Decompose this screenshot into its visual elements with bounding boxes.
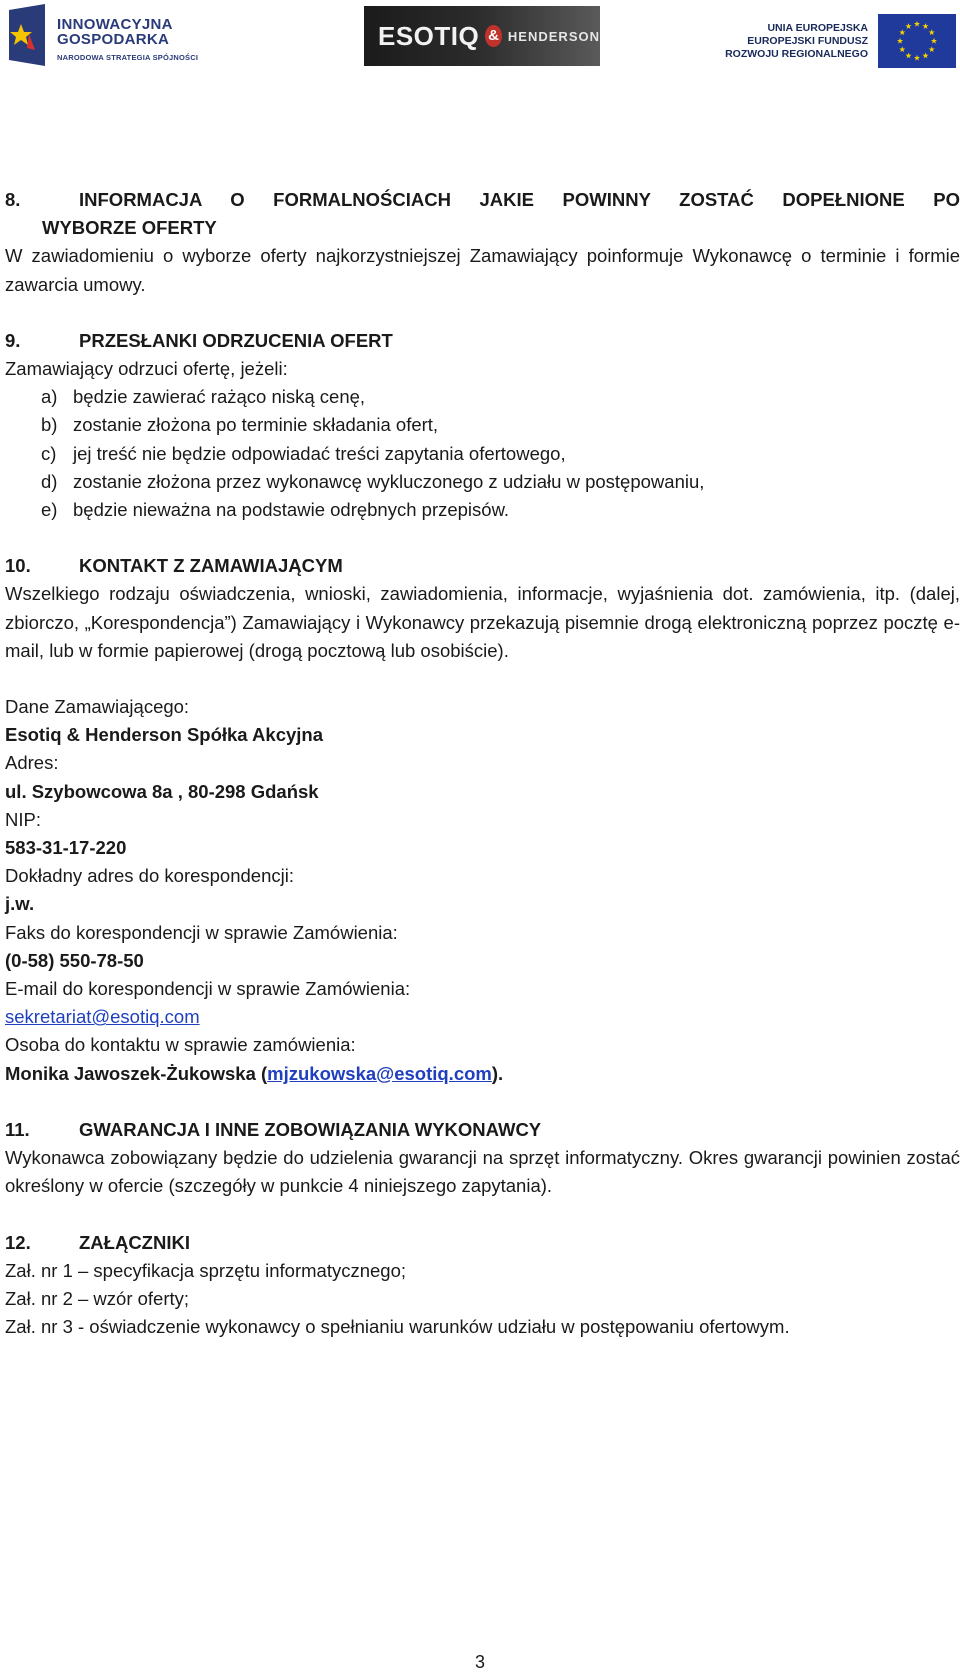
section-title: ZAŁĄCZNIKI <box>79 1231 190 1253</box>
email-label: E-mail do korespondencji w sprawie Zamówienia: <box>5 978 411 1000</box>
eu-line3: ROZWOJU REGIONALNEGO <box>725 48 868 60</box>
list-item <box>5 468 960 496</box>
section-title-continued: WYBORZE OFERTY <box>42 217 217 239</box>
section-11-text: Wykonawca zobowiązany będzie do udzielenia gwarancji na sprzęt informatyczny. Okres gwarancji powinien zostać określony w ofercie (szczegóły w punkcie 4 niniejszego zapytania). <box>5 1147 960 1197</box>
contact-email-link[interactable]: mjzukowska@esotiq.com <box>267 1062 492 1084</box>
section-9-intro: Zamawiający odrzuci ofertę, jeżeli: <box>5 358 288 380</box>
section-title: KONTAKT Z ZAMAWIAJĄCYM <box>79 555 343 577</box>
attachment-item: Zał. nr 2 – wzór oferty; <box>5 1287 190 1309</box>
list-marker: e) <box>41 499 58 521</box>
section-number: 10. <box>5 555 31 577</box>
contact-person-name: Monika Jawoszek-Żukowska ( <box>5 1062 268 1084</box>
list-marker: a) <box>41 386 58 408</box>
correspondence-address-label: Dokładny adres do korespondencji: <box>5 865 294 887</box>
list-item <box>5 383 960 411</box>
list-text: będzie zawierać rażąco niską cenę, <box>73 386 366 408</box>
esotiq-wordmark: ESOTIQ <box>378 20 480 51</box>
section-8-text: W zawiadomieniu o wyborze oferty najkorzystniejszej Zamawiający poinformuje Wykonawcę o terminie i formie zawarcia umowy. <box>5 245 960 295</box>
innowacyjna-gospodarka-logo <box>5 4 205 68</box>
list-item <box>5 440 960 468</box>
section-8-heading <box>5 186 960 214</box>
section-9-heading <box>5 327 960 355</box>
contact-person-label: Osoba do kontaktu w sprawie zamówienia: <box>5 1034 356 1056</box>
eu-flag-icon <box>878 14 956 68</box>
innowacyjna-gospodarka-text <box>57 17 173 47</box>
header-logo-bar <box>0 0 960 72</box>
section-title: PRZESŁANKI ODRZUCENIA OFERT <box>79 329 393 351</box>
eu-fund-text <box>725 22 868 61</box>
list-text: będzie nieważna na podstawie odrębnych przepisów. <box>73 499 510 521</box>
section-title: INFORMACJA O FORMALNOŚCIACH JAKIE POWINNY ZOSTAĆ DOPEŁNIONE PO <box>79 189 960 210</box>
email-link[interactable]: sekretariat@esotiq.com <box>5 1006 200 1028</box>
section-number: 9. <box>5 329 21 351</box>
list-marker: d) <box>41 470 58 492</box>
document-body <box>5 186 960 1341</box>
ordering-party-label: Dane Zamawiającego: <box>5 696 190 718</box>
list-marker: c) <box>41 442 57 464</box>
list-marker: b) <box>41 414 58 436</box>
eu-line2: EUROPEJSKI FUNDUSZ <box>747 35 868 47</box>
section-8-heading-cont <box>5 214 960 242</box>
contact-person <box>5 1060 960 1088</box>
section-number: 11. <box>5 1118 30 1140</box>
rejection-reasons-list <box>5 383 960 524</box>
address-value: ul. Szybowcowa 8a , 80-298 Gdańsk <box>5 780 319 802</box>
henderson-wordmark: HENDERSON <box>507 28 600 44</box>
nip-label: NIP: <box>5 808 41 830</box>
contact-close: ). <box>491 1062 504 1084</box>
fax-value: (0-58) 550-78-50 <box>5 949 144 971</box>
attachment-item: Zał. nr 1 – specyfikacja sprzętu informatycznego; <box>5 1259 407 1281</box>
section-10-heading <box>5 552 960 580</box>
list-item <box>5 411 960 439</box>
logo-left-subtitle: NARODOWA STRATEGIA SPÓJNOŚCI <box>57 53 199 62</box>
section-12-heading <box>5 1229 960 1257</box>
address-label: Adres: <box>5 752 59 774</box>
section-title: GWARANCJA I INNE ZOBOWIĄZANIA WYKONAWCY <box>79 1118 542 1140</box>
list-text: jej treść nie będzie odpowiadać treści zapytania ofertowego, <box>73 442 566 464</box>
esotiq-henderson-logo <box>364 6 600 66</box>
ampersand-badge: & <box>485 25 502 47</box>
page-number: 3 <box>474 1652 485 1672</box>
list-item <box>5 496 960 524</box>
nip-value: 583-31-17-220 <box>5 837 127 859</box>
eu-line1: UNIA EUROPEJSKA <box>767 22 868 34</box>
correspondence-address-value: j.w. <box>5 893 35 915</box>
logo-left-line1: INNOWACYJNA <box>57 16 173 33</box>
fax-label: Faks do korespondencji w sprawie Zamówienia: <box>5 921 398 943</box>
logo-left-line2: GOSPODARKA <box>57 31 170 48</box>
list-text: zostanie złożona przez wykonawcę wykluczonego z udziału w postępowaniu, <box>73 470 705 492</box>
section-10-text: Wszelkiego rodzaju oświadczenia, wnioski, zawiadomienia, informacje, wyjaśnienia dot. zamówienia, itp. (dalej, zbiorczo, „Korespondencja”) Zamawiający i Wykonawcy przekazują pisemnie drogą elektroniczną poprzez pocztę e-mail, lub w formie papierowej (drogą pocztową lub osobiście). <box>5 583 960 661</box>
section-number: 12. <box>5 1231 31 1253</box>
list-text: zostanie złożona po terminie składania ofert, <box>73 414 439 436</box>
section-number: 8. <box>5 189 21 210</box>
attachment-item: Zał. nr 3 - oświadczenie wykonawcy o spełnianiu warunków udziału w postępowaniu ofertowym. <box>5 1316 790 1338</box>
company-name: Esotiq & Henderson Spółka Akcyjna <box>5 724 324 746</box>
eu-fund-logo <box>725 14 956 70</box>
section-11-heading <box>5 1116 960 1144</box>
flag-star-icon <box>5 4 53 66</box>
